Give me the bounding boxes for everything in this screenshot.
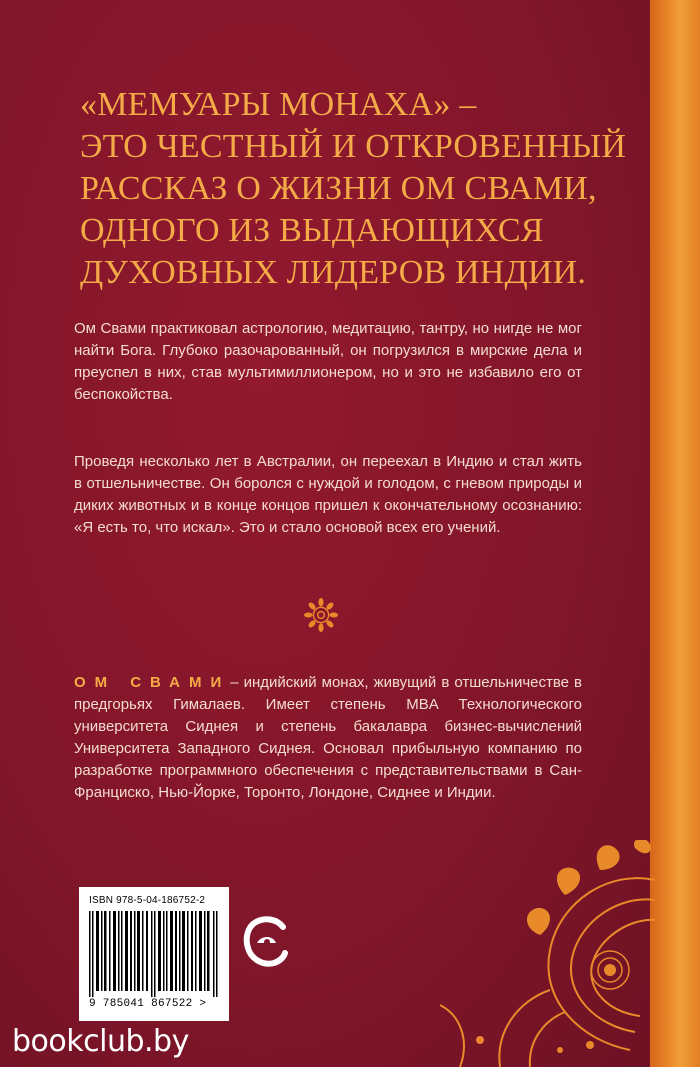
barcode-bars xyxy=(89,911,219,997)
description-paragraph-1: Ом Свами практиковал астрологию, медитацию, тантру, но нигде не мог найти Бога. Глубоко разочарованный, он погрузился в мирские дела и преуспел в них, став мультимиллионером, но и это не избавило его от беспокойства. xyxy=(74,320,582,403)
site-watermark: bookclub.by xyxy=(12,1024,189,1059)
ornamental-flower-icon xyxy=(304,598,338,632)
author-bio-text: – индийский монах, живущий в отшельничестве в предгорьях Гималаев. Имеет степень MBA Технологического университета Сиднея и степень бакалавра бизнес-вычислений Университета Западного Сиднея. Основал прибыльную компанию по разработке программного обеспечения с представительствами в Сан-Франциско, Нью-Йорке, Торонто, Лондоне, Сиднее и Индии. xyxy=(74,674,582,801)
headline xyxy=(80,84,627,294)
barcode-panel xyxy=(79,887,229,1021)
paisley-ornament xyxy=(440,840,655,1067)
headline-line: ДУХОВНЫХ ЛИДЕРОВ ИНДИИ. xyxy=(80,254,587,291)
spine-strip xyxy=(650,0,700,1067)
author-bio xyxy=(74,672,582,804)
headline-line: ЭТО ЧЕСТНЫЙ И ОТКРОВЕННЫЙ xyxy=(80,128,627,165)
eksmo-logo-icon xyxy=(243,913,289,973)
description-paragraph-2: Проведя несколько лет в Австралии, он переехал в Индию и стал жить в отшельничестве. Он боролся с нуждой и голодом, с гневом природы и диких животных и в конце концов пришел к окончательному осознанию: «Я есть то, что искал». Это и стало основой всех его учений. xyxy=(74,453,582,536)
headline-line: ОДНОГО ИЗ ВЫДАЮЩИХСЯ xyxy=(80,212,544,249)
headline-line: РАССКАЗ О ЖИЗНИ ОМ СВАМИ, xyxy=(80,170,597,207)
isbn-text: ISBN 978-5-04-186752-2 xyxy=(89,895,206,906)
author-name: ОМ СВАМИ xyxy=(74,674,231,691)
barcode-digits: 9 785041 867522 > xyxy=(89,998,207,1010)
headline-line: «МЕМУАРЫ МОНАХА» – xyxy=(80,86,477,123)
